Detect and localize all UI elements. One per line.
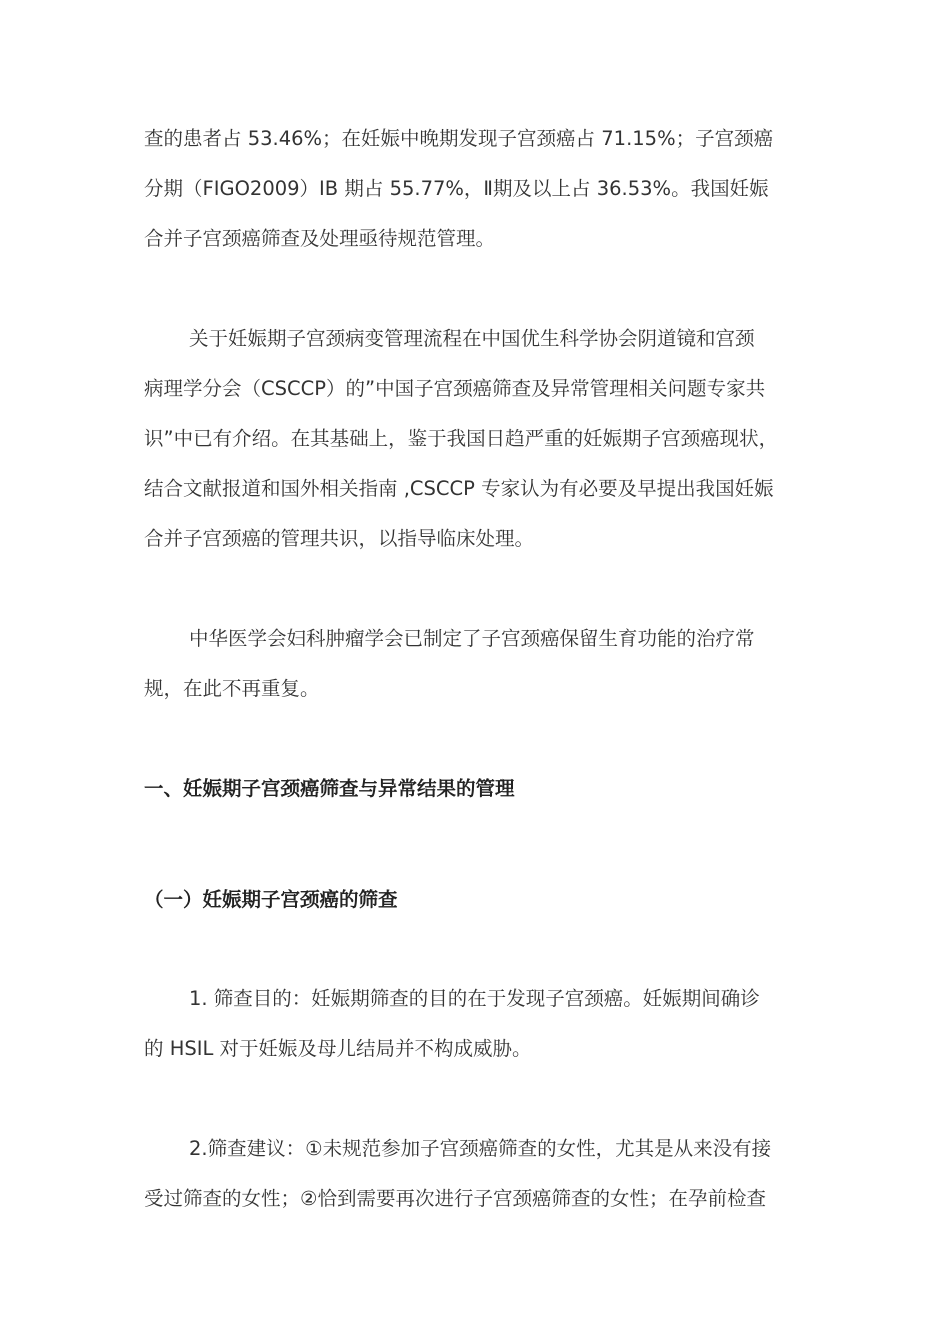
paragraph-1-line-2: 分期（FIGO2009）IB 期占 55.77%，Ⅱ期及以上占 36.53%。我国妊娠 xyxy=(144,177,769,200)
paragraph-1-line-1: 查的患者占 53.46%；在妊娠中晚期发现子宫颈癌占 71.15%；子宫颈癌 xyxy=(144,127,774,150)
paragraph-4-line-2: 的 HSIL 对于妊娠及母儿结局并不构成威胁。 xyxy=(144,1037,532,1060)
subsection-heading: （一）妊娠期子宫颈癌的筛查 xyxy=(144,888,398,911)
paragraph-2-line-1: 关于妊娠期子宫颈病变管理流程在中国优生科学协会阴道镜和宫颈 xyxy=(189,327,755,350)
paragraph-2-line-2: 病理学分会（CSCCP）的”中国子宫颈癌筛查及异常管理相关问题专家共 xyxy=(144,377,766,400)
paragraph-1-line-3: 合并子宫颈癌筛查及处理亟待规范管理。 xyxy=(144,227,496,250)
paragraph-5-line-2: 受过筛查的女性；②恰到需要再次进行子宫颈癌筛查的女性；在孕前检查 xyxy=(144,1187,766,1210)
paragraph-4-line-1: 1. 筛查目的：妊娠期筛查的目的在于发现子宫颈癌。妊娠期间确诊 xyxy=(189,987,760,1010)
section-heading: 一、妊娠期子宫颈癌筛查与异常结果的管理 xyxy=(144,777,515,800)
paragraph-3-line-1: 中华医学会妇科肿瘤学会已制定了子宫颈癌保留生育功能的治疗常 xyxy=(189,627,755,650)
paragraph-5-line-1: 2.筛查建议：①未规范参加子宫颈癌筛查的女性，尤其是从来没有接 xyxy=(189,1137,772,1160)
paragraph-3-line-2: 规，在此不再重复。 xyxy=(144,677,320,700)
paragraph-2-line-4: 结合文献报道和国外相关指南 ,CSCCP 专家认为有必要及早提出我国妊娠 xyxy=(144,477,774,500)
paragraph-2-line-3: 识”中已有介绍。在其基础上，鉴于我国日趋严重的妊娠期子宫颈癌现状， xyxy=(144,427,779,450)
paragraph-2-line-5: 合并子宫颈癌的管理共识，以指导临床处理。 xyxy=(144,527,535,550)
